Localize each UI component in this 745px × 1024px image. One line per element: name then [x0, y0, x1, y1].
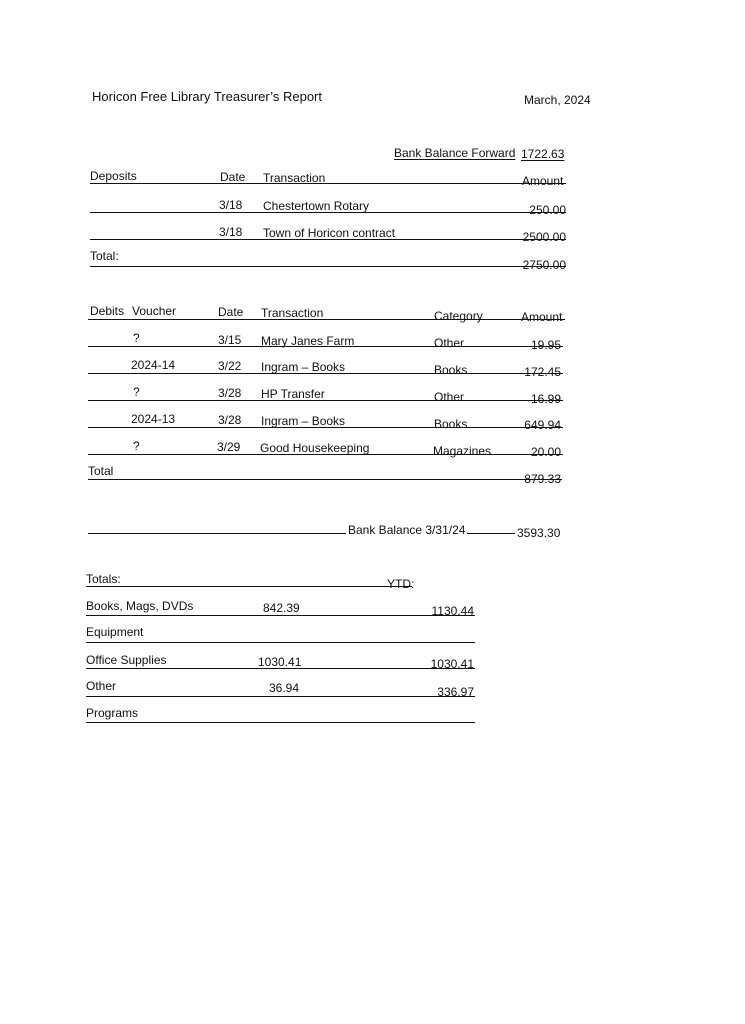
totals-ytd-value: 1130.44	[431, 604, 474, 618]
deposit-amount: 2500.00	[522, 230, 566, 244]
totals-heading: Totals:	[86, 572, 121, 586]
totals-row-rule	[86, 696, 475, 697]
deposits-total-value: 2750.00	[522, 258, 566, 272]
totals-category: Office Supplies	[86, 653, 167, 667]
debit-voucher: 2024-14	[131, 358, 176, 372]
debit-voucher: ?	[133, 385, 140, 399]
debit-category: Other	[434, 390, 465, 404]
deposits-total-label: Total:	[90, 249, 119, 263]
debit-voucher: ?	[133, 331, 140, 345]
debit-row-rule	[88, 400, 563, 401]
debit-transaction: HP Transfer	[261, 387, 325, 401]
debit-voucher: 2024-13	[131, 412, 176, 426]
totals-category: Programs	[86, 706, 139, 720]
debit-date: 3/29	[217, 440, 241, 454]
debit-row-rule	[88, 454, 563, 455]
debits-amount-header: Amount	[521, 310, 563, 324]
totals-month-value: 842.39	[263, 601, 300, 615]
debit-amount: 19.95	[530, 338, 561, 352]
debit-date: 3/28	[218, 413, 242, 427]
deposits-amount-header: Amount	[522, 174, 564, 188]
debit-transaction: Ingram – Books	[261, 360, 346, 374]
debit-date: 3/22	[218, 359, 242, 373]
deposits-header-rule	[90, 183, 566, 184]
debits-date-header: Date	[218, 305, 244, 319]
debits-header-rule	[88, 319, 565, 320]
debit-transaction: Good Housekeeping	[260, 441, 370, 455]
debit-category: Books	[434, 363, 468, 377]
totals-category: Equipment	[86, 625, 144, 639]
debits-total-label: Total	[88, 464, 114, 478]
totals-month-value: 36.94	[269, 681, 300, 695]
debits-voucher-header: Voucher	[132, 304, 177, 318]
balance-forward-label: Bank Balance Forward	[394, 146, 516, 160]
debit-category: Books	[434, 417, 468, 431]
deposit-date: 3/18	[219, 198, 243, 212]
debit-category: Magazines	[433, 444, 492, 458]
debit-amount: 172.45	[524, 365, 561, 379]
debit-date: 3/28	[218, 386, 242, 400]
debit-amount: 16.99	[530, 392, 561, 406]
deposit-transaction: Town of Horicon contract	[263, 226, 396, 240]
report-title: Horicon Free Library Treasurer’s Report	[92, 89, 322, 104]
deposits-total-rule	[90, 266, 566, 267]
debits-heading: Debits	[90, 304, 125, 318]
debit-transaction: Mary Janes Farm	[261, 334, 355, 348]
deposits-heading: Deposits	[90, 169, 137, 183]
debit-row-rule	[88, 427, 563, 428]
deposit-amount: 250.00	[529, 203, 566, 217]
totals-row-rule	[86, 722, 475, 723]
totals-row-rule	[86, 642, 475, 643]
debit-row-rule	[88, 373, 563, 374]
ending-balance-rule	[88, 533, 560, 534]
totals-row-rule	[86, 615, 475, 616]
ending-balance-label: Bank Balance 3/31/24	[348, 523, 466, 537]
totals-month-value: 1030.41	[258, 655, 302, 669]
debits-transaction-header: Transaction	[261, 306, 324, 320]
debit-voucher: ?	[133, 439, 140, 453]
totals-category: Other	[86, 679, 117, 693]
deposit-row-rule	[90, 212, 566, 213]
totals-ytd-value: 1030.41	[430, 657, 474, 671]
totals-row-rule	[86, 668, 475, 669]
deposits-transaction-header: Transaction	[263, 171, 326, 185]
deposit-date: 3/18	[219, 225, 243, 239]
debits-total-rule	[88, 479, 562, 480]
debit-amount: 20.00	[530, 445, 561, 459]
debits-category-header: Category	[434, 309, 483, 323]
ytd-heading: YTD:	[387, 577, 415, 591]
deposit-row-rule	[90, 239, 566, 240]
deposit-transaction: Chestertown Rotary	[263, 199, 370, 213]
totals-header-rule	[86, 586, 412, 587]
debit-category: Other	[434, 336, 465, 350]
debits-total-value: 879.33	[524, 472, 561, 486]
debit-amount: 649.94	[524, 418, 561, 432]
report-date: March, 2024	[524, 93, 591, 107]
totals-ytd-value: 336.97	[437, 685, 474, 699]
debit-transaction: Ingram – Books	[261, 414, 346, 428]
balance-forward-value: 1722.63	[521, 147, 565, 161]
ending-balance-value: 3593.30	[517, 526, 561, 540]
debit-date: 3/15	[218, 333, 242, 347]
deposits-date-header: Date	[220, 170, 246, 184]
totals-category: Books, Mags, DVDs	[86, 599, 194, 613]
debit-row-rule	[88, 346, 563, 347]
